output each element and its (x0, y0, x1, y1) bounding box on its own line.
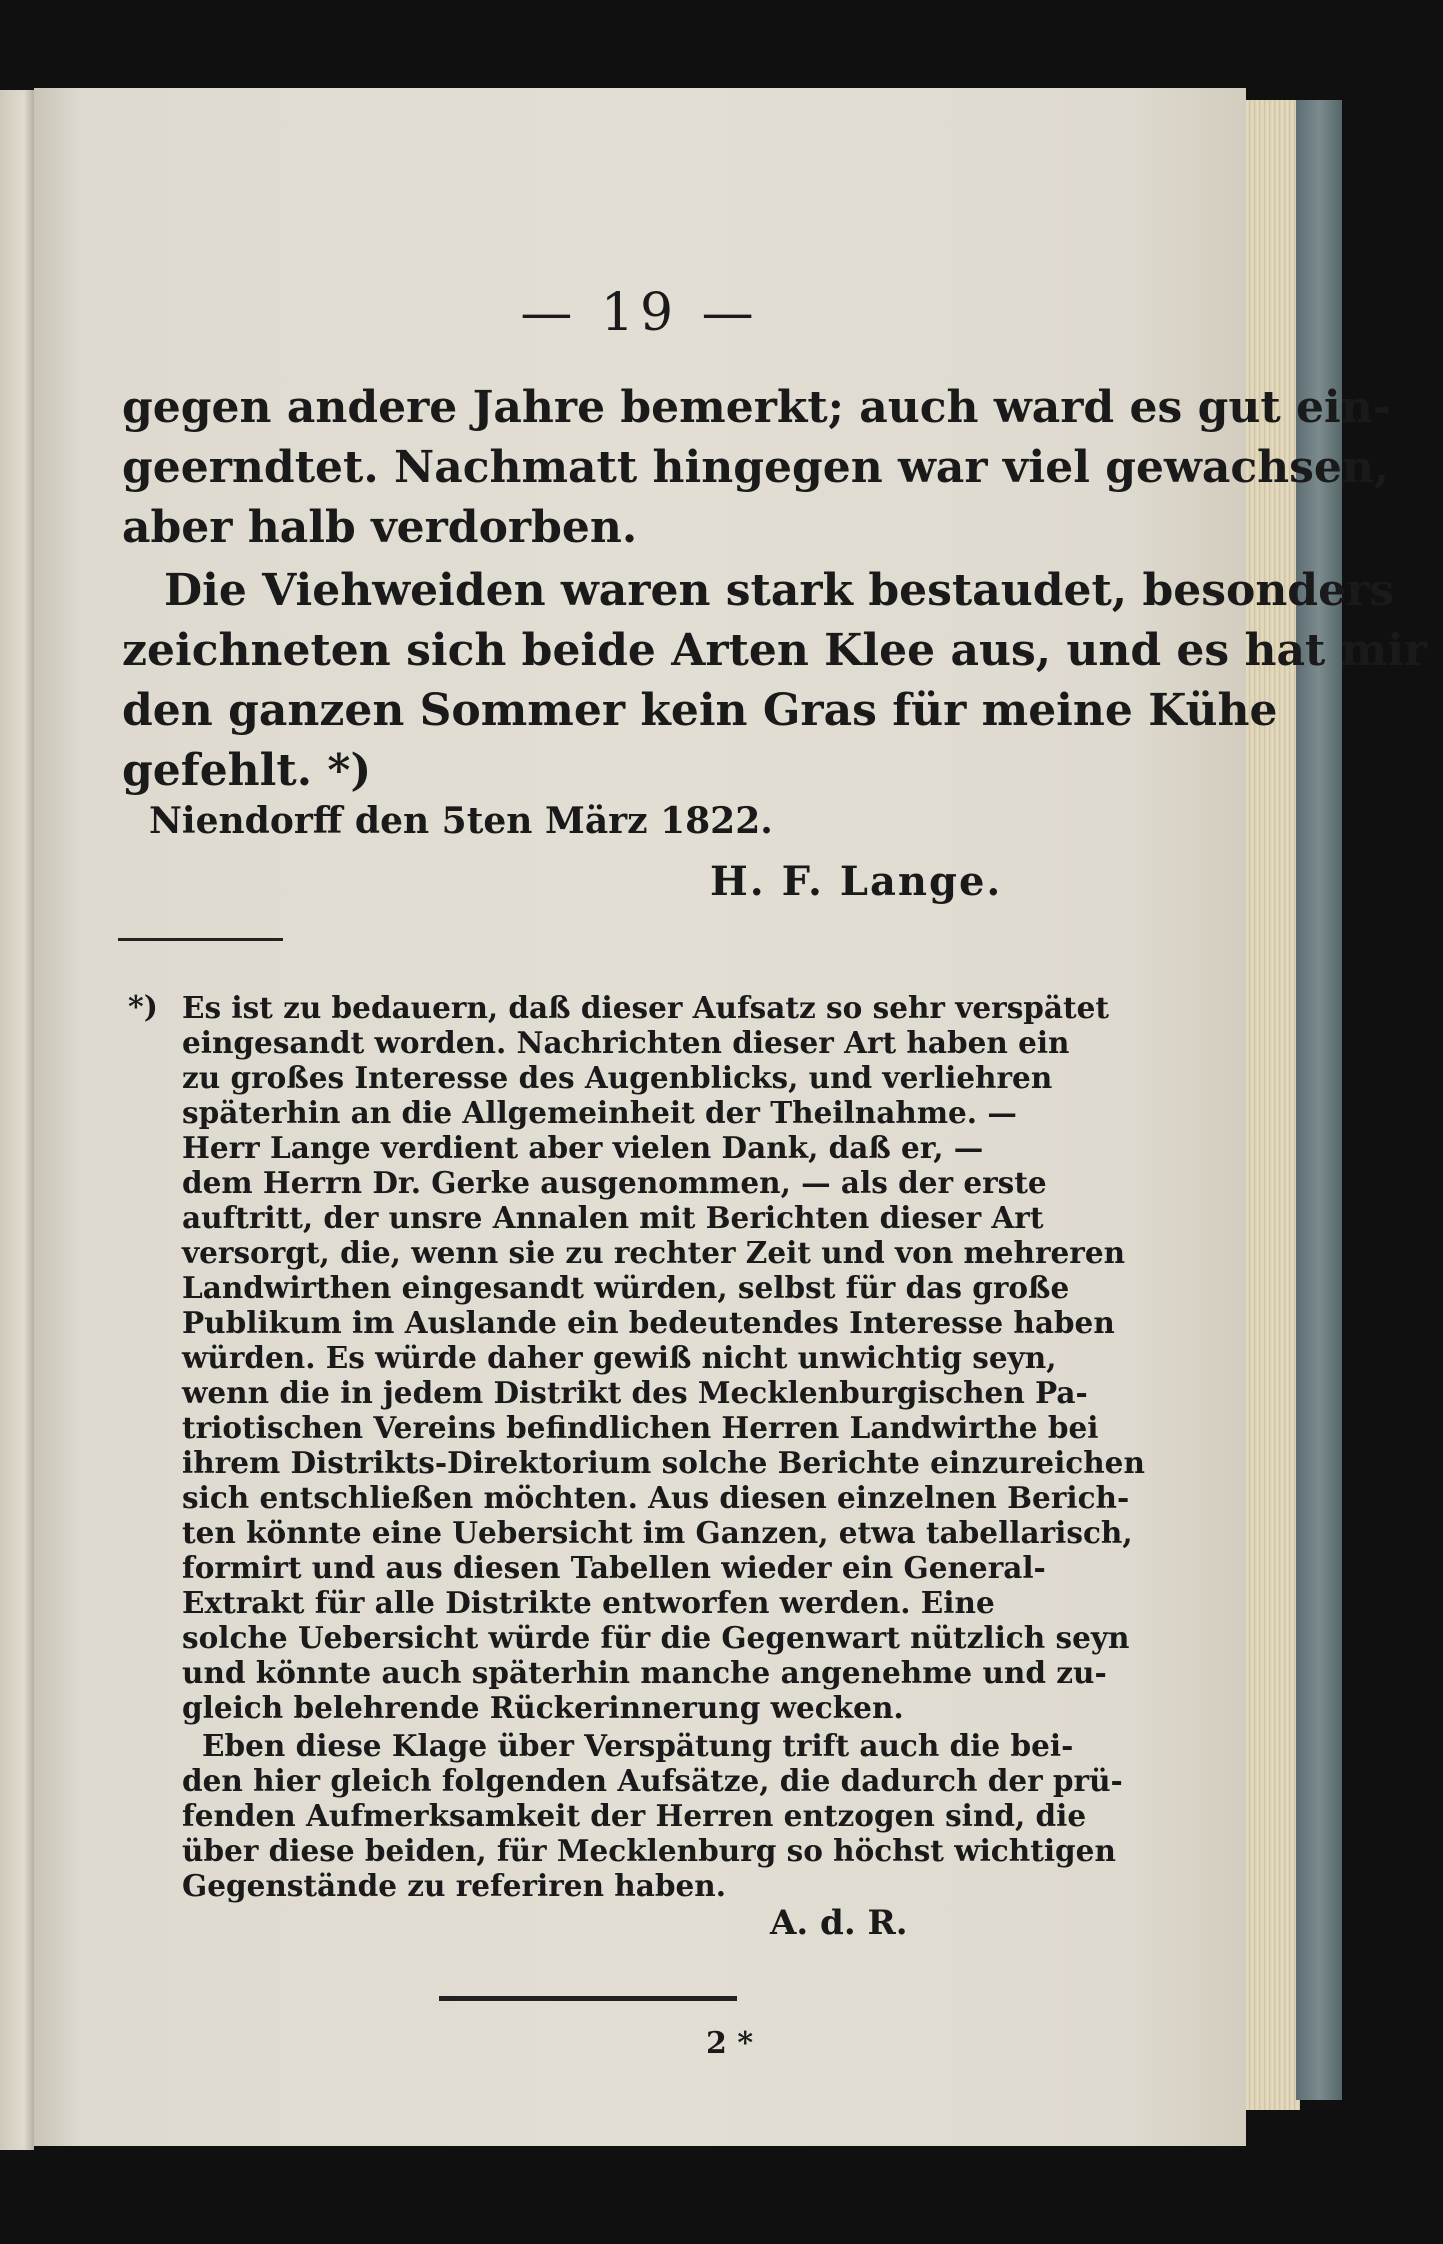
footnote-line: triotischen Vereins befindlichen Herren Landwirthe bei (182, 1410, 1099, 1445)
footnote-line: auftritt, der unsre Annalen mit Berichten dieser Art (182, 1200, 1044, 1235)
footnote-line: Es ist zu bedauern, daß dieser Aufsatz so sehr verspätet (182, 990, 1110, 1025)
footnote-marker: *) (128, 990, 158, 1025)
footnote-rule (118, 938, 283, 941)
printer-signature-mark: 2 * (706, 2026, 754, 2061)
footnote-line: Gegenstände zu referiren haben. (182, 1868, 726, 1903)
footnote-line: den hier gleich folgenden Aufsätze, die dadurch der prü- (182, 1763, 1123, 1798)
footnote-line: und könnte auch späterhin manche angenehme und zu- (182, 1655, 1107, 1690)
text-line: aber halb verdorben. (122, 502, 638, 553)
footnote-line: versorgt, die, wenn sie zu rechter Zeit und von mehreren (182, 1235, 1126, 1270)
text-line: Die Viehweiden waren stark bestaudet, besonders (164, 565, 1395, 616)
text-line: gefehlt. *) (122, 745, 372, 796)
footnote-line: formirt und aus diesen Tabellen wieder ein General- (182, 1550, 1046, 1585)
footnote-line: dem Herrn Dr. Gerke ausgenommen, — als der erste (182, 1165, 1047, 1200)
footnote-line: solche Uebersicht würde für die Gegenwart nützlich seyn (182, 1620, 1130, 1655)
footnote-line: wenn die in jedem Distrikt des Mecklenburgischen Pa- (182, 1375, 1088, 1410)
footnote-line: Eben diese Klage über Verspätung trift auch die bei- (202, 1728, 1074, 1763)
footnote-line: über diese beiden, für Mecklenburg so höchst wichtigen (182, 1833, 1116, 1868)
closing-rule (439, 1996, 737, 2001)
text-line: gegen andere Jahre bemerkt; auch ward es gut ein- (122, 382, 1391, 433)
left-page-edge (0, 90, 34, 2150)
footnote-line: Publikum im Auslande ein bedeutendes Interesse haben (182, 1305, 1115, 1340)
footnote-line: fenden Aufmerksamkeit der Herren entzogen sind, die (182, 1798, 1087, 1833)
footnote-line: ihrem Distrikts-Direktorium solche Berichte einzureichen (182, 1445, 1145, 1480)
footnote-line: zu großes Interesse des Augenblicks, und verliehren (182, 1060, 1053, 1095)
footnote-line: würden. Es würde daher gewiß nicht unwichtig seyn, (182, 1340, 1057, 1375)
page-number: — 19 — (520, 283, 760, 343)
footnote-line: Herr Lange verdient aber vielen Dank, daß er, — (182, 1130, 984, 1165)
footnote-line: Landwirthen eingesandt würden, selbst für das große (182, 1270, 1070, 1305)
footnote-line: Extrakt für alle Distrikte entworfen werden. Eine (182, 1585, 995, 1620)
dateline: Niendorff den 5ten März 1822. (149, 800, 773, 842)
book-page (34, 88, 1428, 2146)
text-line: den ganzen Sommer kein Gras für meine Kühe (122, 685, 1278, 736)
text-line: zeichneten sich beide Arten Klee aus, und es hat mir (122, 625, 1428, 676)
footnote-line: ten könnte eine Uebersicht im Ganzen, etwa tabellarisch, (182, 1515, 1133, 1550)
footnote-line: gleich belehrende Rückerinnerung wecken. (182, 1690, 904, 1725)
author-signature: H. F. Lange. (710, 858, 1003, 905)
footnote-line: eingesandt worden. Nachrichten dieser Art haben ein (182, 1025, 1070, 1060)
text-line: geerndtet. Nachmatt hingegen war viel gewachsen, (122, 442, 1390, 493)
footnote-line: späterhin an die Allgemeinheit der Theilnahme. — (182, 1095, 1017, 1130)
footnote-line: sich entschließen möchten. Aus diesen einzelnen Berich- (182, 1480, 1130, 1515)
footnote-signature: A. d. R. (770, 1903, 908, 1943)
